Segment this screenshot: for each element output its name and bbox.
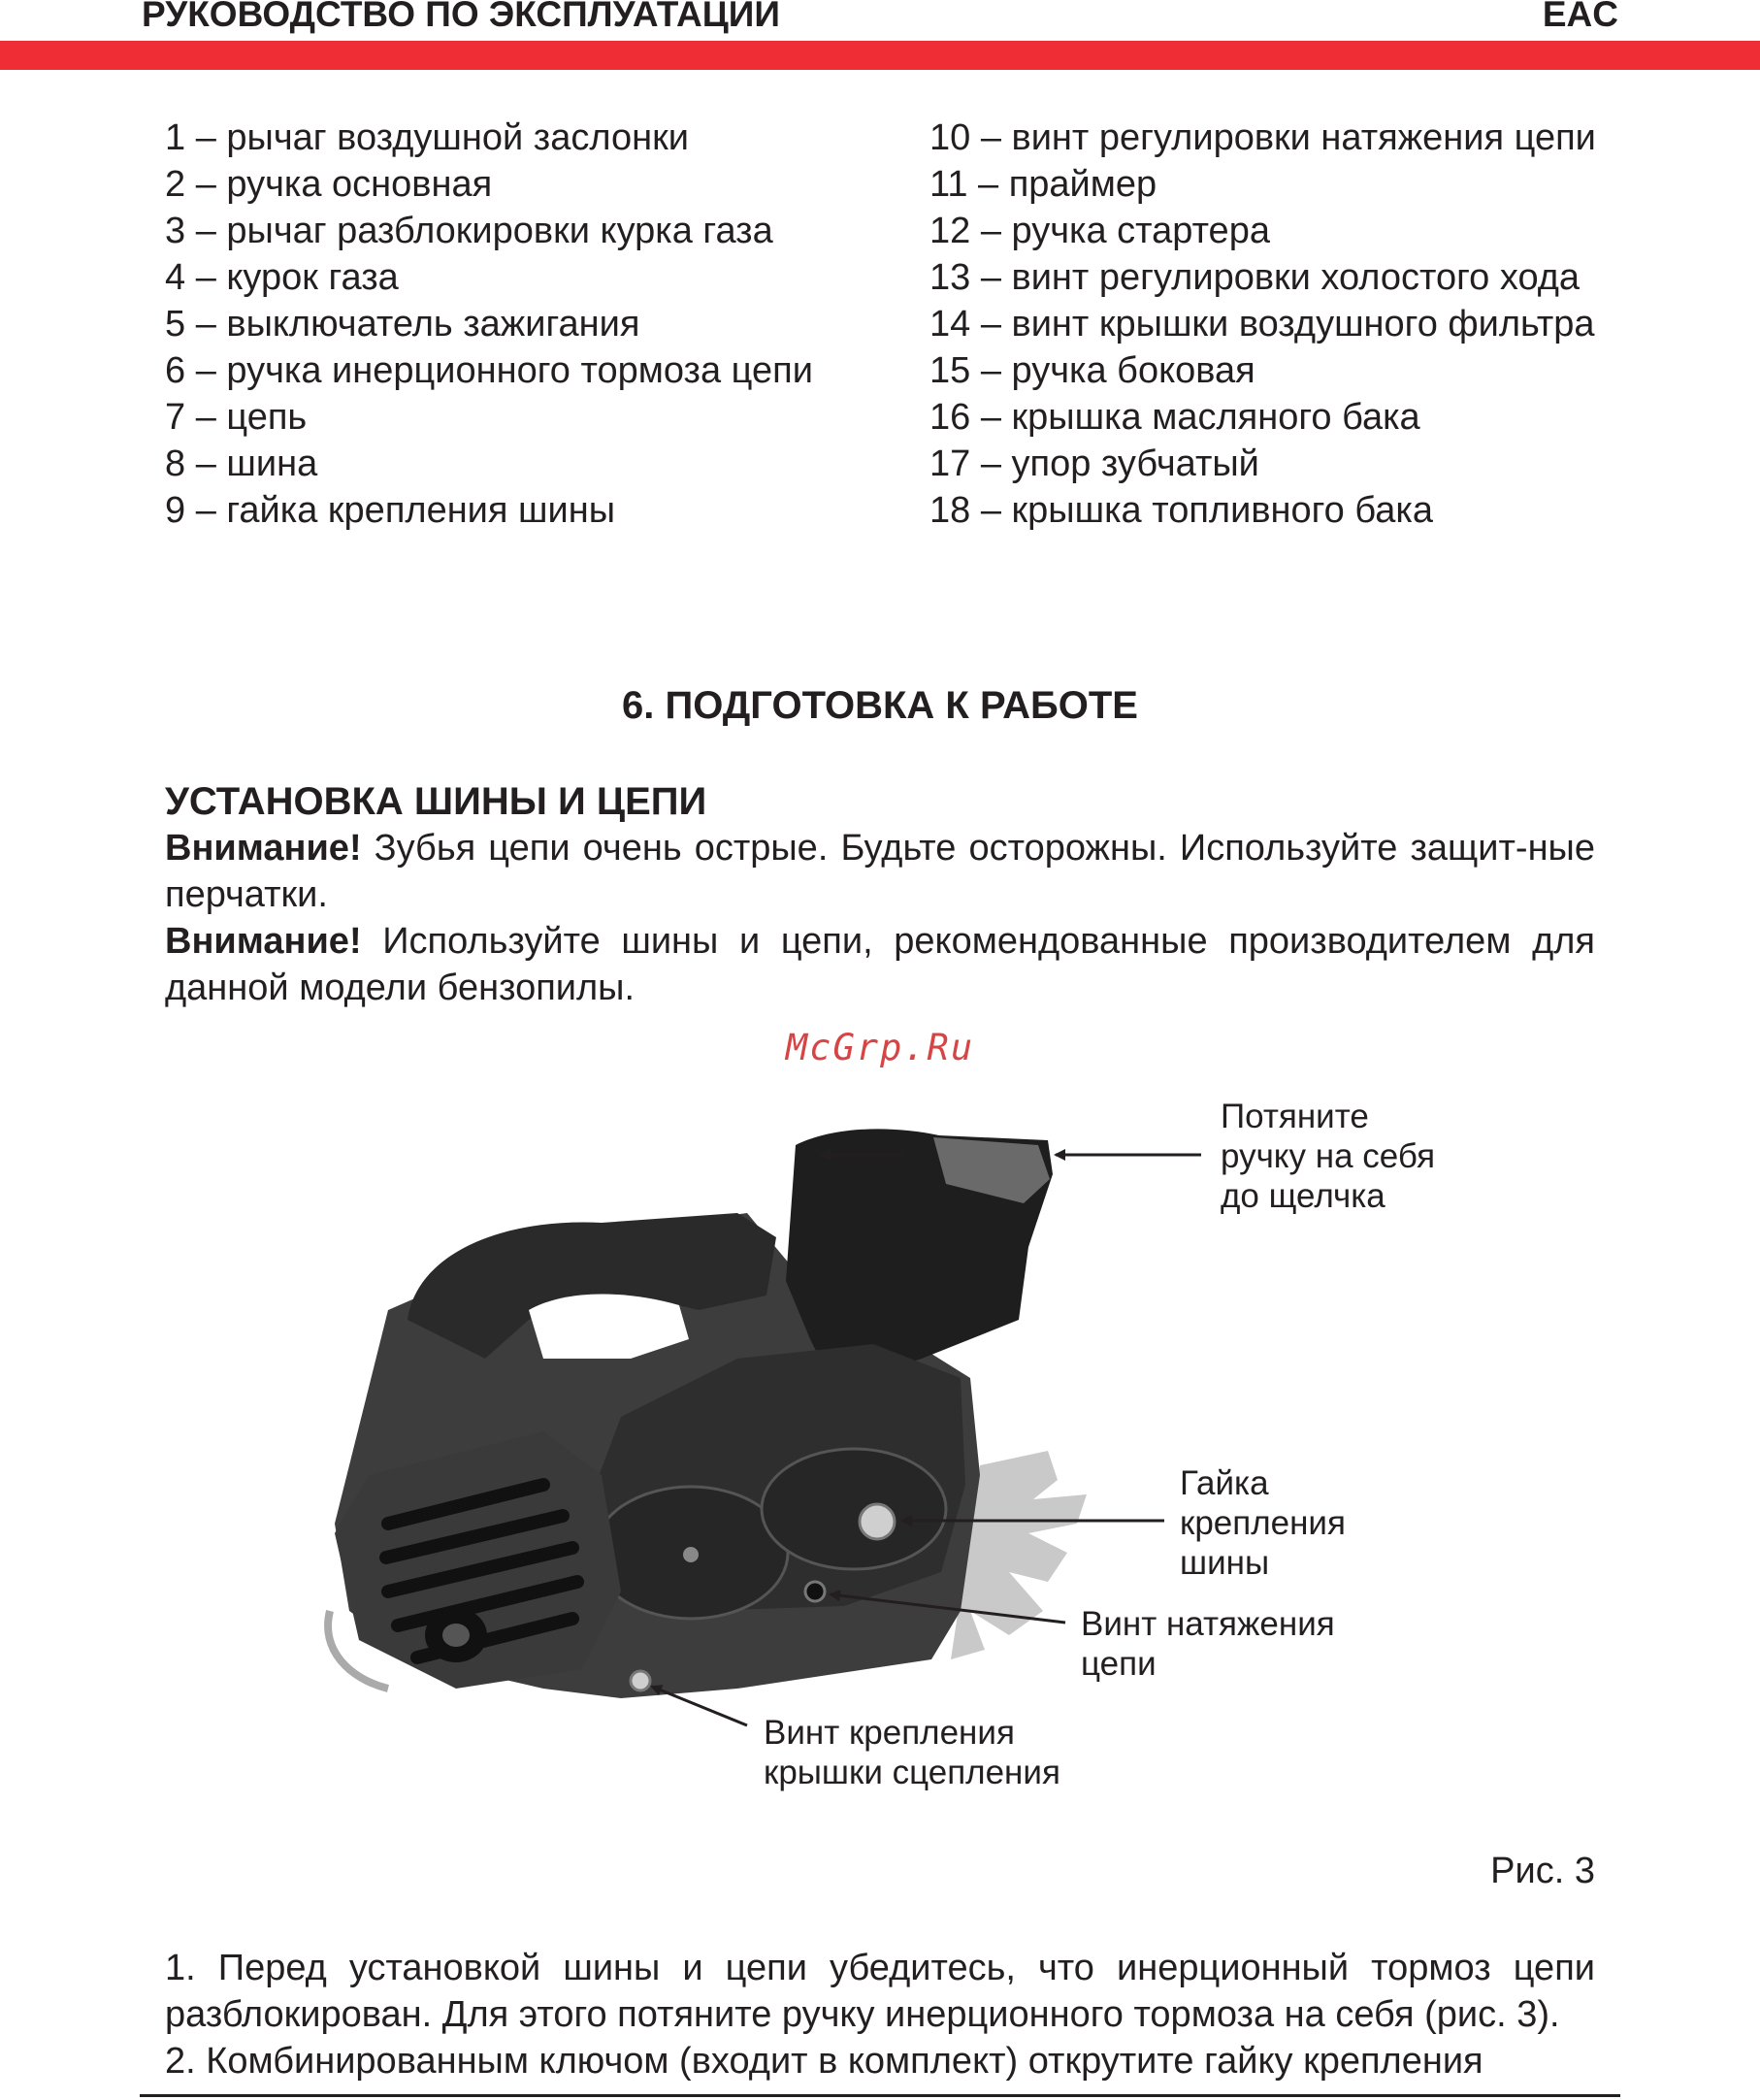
warning-text: Используйте шины и цепи, рекомендованные производителем для данной модели бензопилы. bbox=[165, 921, 1595, 1008]
header-title: РУКОВОДСТВО ПО ЭКСПЛУАТАЦИИ bbox=[142, 0, 780, 34]
warning-label: Внимание! bbox=[165, 828, 362, 869]
instruction-steps bbox=[165, 1945, 1595, 2084]
legend-item: 18 – крышка топливного бака bbox=[929, 490, 1433, 531]
callout-line: шины bbox=[1180, 1544, 1270, 1582]
step-item: 2. Комбинированным ключом (входит в комплект) открутите гайку крепления bbox=[165, 2041, 1483, 2082]
legend-item: 3 – рычаг разблокировки курка газа bbox=[165, 211, 773, 251]
callout-line: крышки сцепления bbox=[764, 1754, 1060, 1791]
callout-line: Винт натяжения bbox=[1081, 1605, 1335, 1643]
callout-line: Винт крепления bbox=[764, 1714, 1015, 1752]
legend-item: 5 – выключатель зажигания bbox=[165, 304, 640, 345]
subheading: УСТАНОВКА ШИНЫ И ЦЕПИ bbox=[165, 780, 707, 823]
legend-item: 12 – ручка стартера bbox=[929, 211, 1270, 251]
legend-item: 13 – винт регулировки холостого хода bbox=[929, 257, 1581, 298]
figure-chainsaw bbox=[0, 1067, 1760, 1844]
callout-bar-nut bbox=[1180, 1463, 1346, 1583]
legend-item: 11 – праймер bbox=[929, 164, 1157, 205]
section-body bbox=[165, 778, 1595, 1011]
legend-item: 10 – винт регулировки натяжения цепи bbox=[929, 117, 1596, 158]
callout-pull-handle bbox=[1221, 1097, 1435, 1216]
eac-mark: EAC bbox=[1542, 0, 1618, 34]
parts-legend-left bbox=[165, 115, 813, 534]
legend-item: 7 – цепь bbox=[165, 397, 308, 438]
legend-item: 2 – ручка основная bbox=[165, 164, 493, 205]
callout-line: Потяните bbox=[1221, 1098, 1369, 1135]
warning-paragraph-1 bbox=[165, 825, 1595, 918]
callout-line: до щелчка bbox=[1221, 1177, 1385, 1215]
section-title: 6. ПОДГОТОВКА К РАБОТЕ bbox=[622, 684, 1138, 727]
footer-rule bbox=[140, 2094, 1620, 2097]
figure-caption: Рис. 3 bbox=[1490, 1851, 1595, 1891]
callout-line: крепления bbox=[1180, 1504, 1346, 1542]
warning-text: Зубья цепи очень острые. Будьте осторожны. Используйте защит-ные перчатки. bbox=[165, 828, 1595, 915]
parts-legend-right bbox=[929, 115, 1596, 534]
legend-item: 8 – шина bbox=[165, 443, 318, 484]
legend-item: 15 – ручка боковая bbox=[929, 350, 1255, 391]
legend-item: 1 – рычаг воздушной заслонки bbox=[165, 117, 689, 158]
legend-item: 16 – крышка масляного бака bbox=[929, 397, 1420, 438]
legend-item: 14 – винт крышки воздушного фильтра bbox=[929, 304, 1595, 345]
watermark: McGrp.Ru bbox=[785, 1027, 975, 1068]
legend-item: 9 – гайка крепления шины bbox=[165, 490, 616, 531]
header-band bbox=[0, 41, 1760, 70]
callout-clutch-cover-screw bbox=[764, 1713, 1060, 1792]
callout-line: Гайка bbox=[1180, 1464, 1269, 1502]
callout-line: ручку на себя bbox=[1221, 1137, 1436, 1175]
legend-item: 17 – упор зубчатый bbox=[929, 443, 1259, 484]
legend-item: 4 – курок газа bbox=[165, 257, 399, 298]
step-item: 1. Перед установкой шины и цепи убедитесь, что инерционный тормоз цепи разблокирован. Для этого потяните ручку инерционного тормоза на себя (рис. 3). bbox=[165, 1948, 1595, 2035]
warning-label: Внимание! bbox=[165, 921, 362, 962]
callout-tension-screw bbox=[1081, 1604, 1335, 1684]
warning-paragraph-2 bbox=[165, 918, 1595, 1011]
legend-item: 6 – ручка инерционного тормоза цепи bbox=[165, 350, 813, 391]
callout-line: цепи bbox=[1081, 1645, 1157, 1683]
